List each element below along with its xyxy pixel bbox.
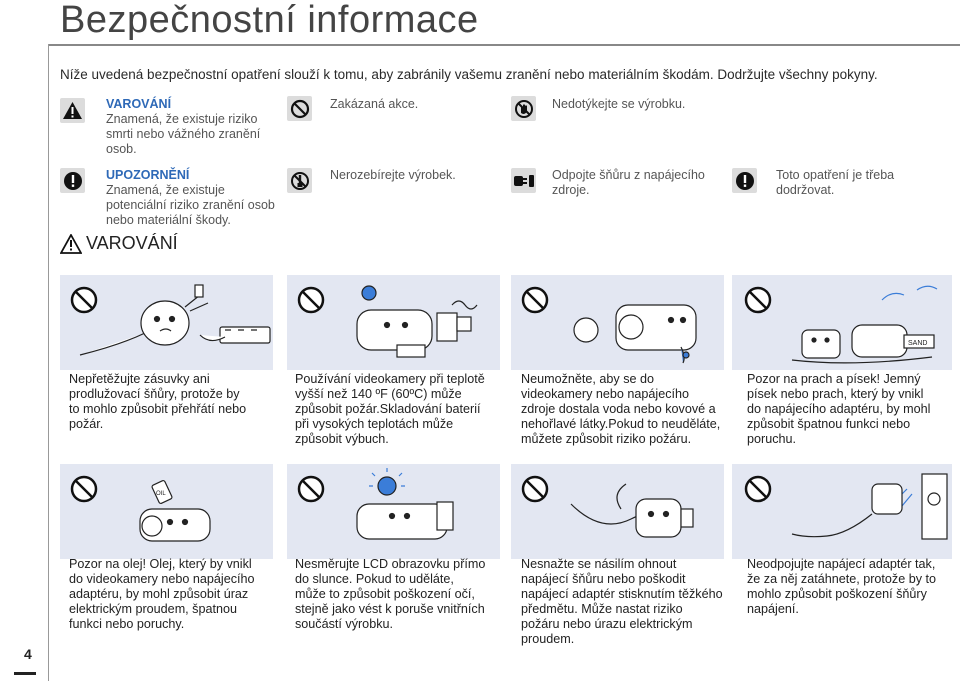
no-touch-icon: [511, 96, 536, 121]
caption-line: součástí výrobku.: [295, 617, 393, 631]
legend-caution-line: nebo materiální škody.: [106, 213, 231, 227]
caption-line: stejně jako vést k poruše vnitřních: [295, 602, 485, 616]
card-caption-cord: [521, 557, 726, 647]
title-divider: [48, 44, 960, 46]
warning-triangle-icon: [60, 234, 82, 259]
caption-line: Pozor na olej! Olej, který by vnikl: [69, 557, 252, 571]
page-number-underline: [14, 672, 36, 675]
warning-triangle-icon: [60, 98, 85, 123]
legend-unplug: [552, 168, 705, 198]
illustration-card: [60, 275, 273, 370]
caption-line: způsobit požár.Skladování baterií: [295, 402, 481, 416]
caption-line: Nesměrujte LCD obrazovku přímo: [295, 557, 486, 571]
sand-camcorder-illustration: [792, 286, 937, 363]
caption-line: Nepřetěžujte zásuvky ani: [69, 372, 210, 386]
unplug-icon: [511, 168, 536, 193]
caption-line: do slunce. Pokud to uděláte,: [295, 572, 454, 586]
legend-must-follow-line: Toto opatření je třeba: [776, 168, 895, 182]
illustration-card: [511, 275, 724, 370]
prohibited-icon: [523, 477, 547, 501]
caption-line: může to způsobit poškození očí,: [295, 587, 475, 601]
legend-prohibited: Zakázaná akce.: [330, 97, 419, 111]
caption-line: požár.: [69, 417, 104, 431]
caption-line: Neodpojujte napájecí adaptér tak,: [747, 557, 936, 571]
oil-camcorder-illustration: [140, 480, 210, 541]
card-caption-heat: [295, 372, 500, 447]
no-disassemble-icon: [287, 168, 312, 193]
prohibited-icon: [746, 288, 770, 312]
caption-line: napájení.: [747, 602, 799, 616]
sun-camcorder-illustration: [357, 468, 453, 539]
bent-cord-illustration: [571, 484, 693, 537]
overloaded-power-strip-illustration: [80, 285, 270, 355]
legend-warning-line: smrti nebo vážného zranění: [106, 127, 261, 141]
caption-line: mohlo způsobit poškození šňůry: [747, 587, 927, 601]
caption-line: to mohlo způsobit přehřátí nebo: [69, 402, 247, 416]
caption-line: můžete způsobit riziko požáru.: [521, 432, 692, 446]
caption-line: požáru nebo úrazu elektrickým: [521, 617, 693, 631]
caption-line: proudem.: [521, 632, 575, 646]
legend-no-touch: Nedotýkejte se výrobku.: [552, 97, 686, 111]
caption-line: funkci nebo poruchy.: [69, 617, 185, 631]
card-caption-water: [521, 372, 726, 447]
legend-warning-line: osob.: [106, 142, 137, 156]
prohibited-icon: [523, 288, 547, 312]
legend-caution-line: Znamená, že existuje: [106, 183, 225, 197]
exclamation-icon: [60, 168, 85, 193]
illustration-card: [287, 275, 500, 370]
legend-unplug-line: Odpojte šňůru z napájecího: [552, 168, 705, 182]
prohibited-icon: [72, 477, 96, 501]
caption-line: adaptéru, by mohl způsobit úraz: [69, 587, 249, 601]
prohibited-icon: [746, 477, 770, 501]
hot-camcorder-illustration: [357, 286, 477, 357]
card-caption-sand: [747, 372, 952, 447]
legend-caution: [106, 168, 275, 228]
caption-line: Neumožněte, aby se do: [521, 372, 655, 386]
legend-no-disassemble: Nerozebírejte výrobek.: [330, 168, 456, 182]
must-follow-icon: [732, 168, 757, 193]
legend-caution-line: potenciální riziko zranění osob: [106, 198, 275, 212]
card-caption-plug: [747, 557, 952, 617]
page-title: Bezpečnostní informace: [60, 0, 479, 41]
caption-line: Používání videokamery při teplotě: [295, 372, 485, 386]
caption-line: napájecí adaptér stisknutím těžkého: [521, 587, 723, 601]
oil-label: OIL: [156, 491, 166, 497]
illustration-card: [60, 464, 273, 559]
illustration-card: [287, 464, 500, 559]
caption-line: písek nebo prach, který by vnikl: [747, 387, 924, 401]
illustration-card: [732, 464, 952, 559]
legend-warning-line: Znamená, že existuje riziko: [106, 112, 258, 126]
card-caption-overload: [69, 372, 274, 432]
intro-text: Níže uvedená bezpečnostní opatření slouží k tomu, aby zabránily vašemu zranění nebo materiálním škodám. Dodržujte všechny pokyny.: [60, 67, 878, 82]
prohibited-icon: [299, 477, 323, 501]
illustration-card: [511, 464, 724, 559]
caption-line: prodlužovací šňůry, protože by: [69, 387, 240, 401]
prohibited-icon: [299, 288, 323, 312]
legend-must-follow: [776, 168, 894, 198]
legend-unplug-line: zdroje.: [552, 183, 590, 197]
caption-line: vyšší než 140 ºF (60ºC) může: [295, 387, 462, 401]
card-caption-oil: [69, 557, 274, 632]
left-margin-rule: [48, 44, 49, 681]
caption-line: Pozor na prach a písek! Jemný: [747, 372, 921, 386]
caption-line: zdroje dostala voda nebo kovové a: [521, 402, 716, 416]
caption-line: předmětu. Může nastat riziko: [521, 602, 683, 616]
pull-plug-illustration: [792, 474, 947, 539]
caption-line: do napájecího adaptéru, by mohl: [747, 402, 931, 416]
caption-line: Nesnažte se násilím ohnout: [521, 557, 677, 571]
legend-warning-head: VAROVÁNÍ: [106, 97, 172, 111]
legend-must-follow-line: dodržovat.: [776, 183, 835, 197]
caption-line: při vysokých teplotách může: [295, 417, 454, 431]
caption-line: způsobit špatnou funkci nebo: [747, 417, 911, 431]
caption-line: napájecí šňůru nebo poškodit: [521, 572, 686, 586]
caption-line: způsobit výbuch.: [295, 432, 389, 446]
prohibited-icon: [72, 288, 96, 312]
caption-line: že za něj zatáhnete, protože by to: [747, 572, 937, 586]
section-heading: VAROVÁNÍ: [86, 233, 178, 253]
caption-line: do videokamery nebo napájecího: [69, 572, 255, 586]
legend-caution-head: UPOZORNĚNÍ: [106, 168, 190, 182]
caption-line: poruchu.: [747, 432, 797, 446]
caption-line: nehořlavé látky.Pokud to neuděláte,: [521, 417, 721, 431]
caption-line: videokamery nebo napájecího: [521, 387, 690, 401]
illustration-card: [732, 275, 952, 370]
sand-label: SAND: [908, 340, 928, 347]
caption-line: elektrickým proudem, špatnou: [69, 602, 237, 616]
prohibited-icon: [287, 96, 312, 121]
page-number: 4: [24, 646, 32, 662]
water-camcorder-illustration: [574, 305, 696, 363]
card-caption-sun: [295, 557, 500, 632]
legend-warning: [106, 97, 260, 157]
